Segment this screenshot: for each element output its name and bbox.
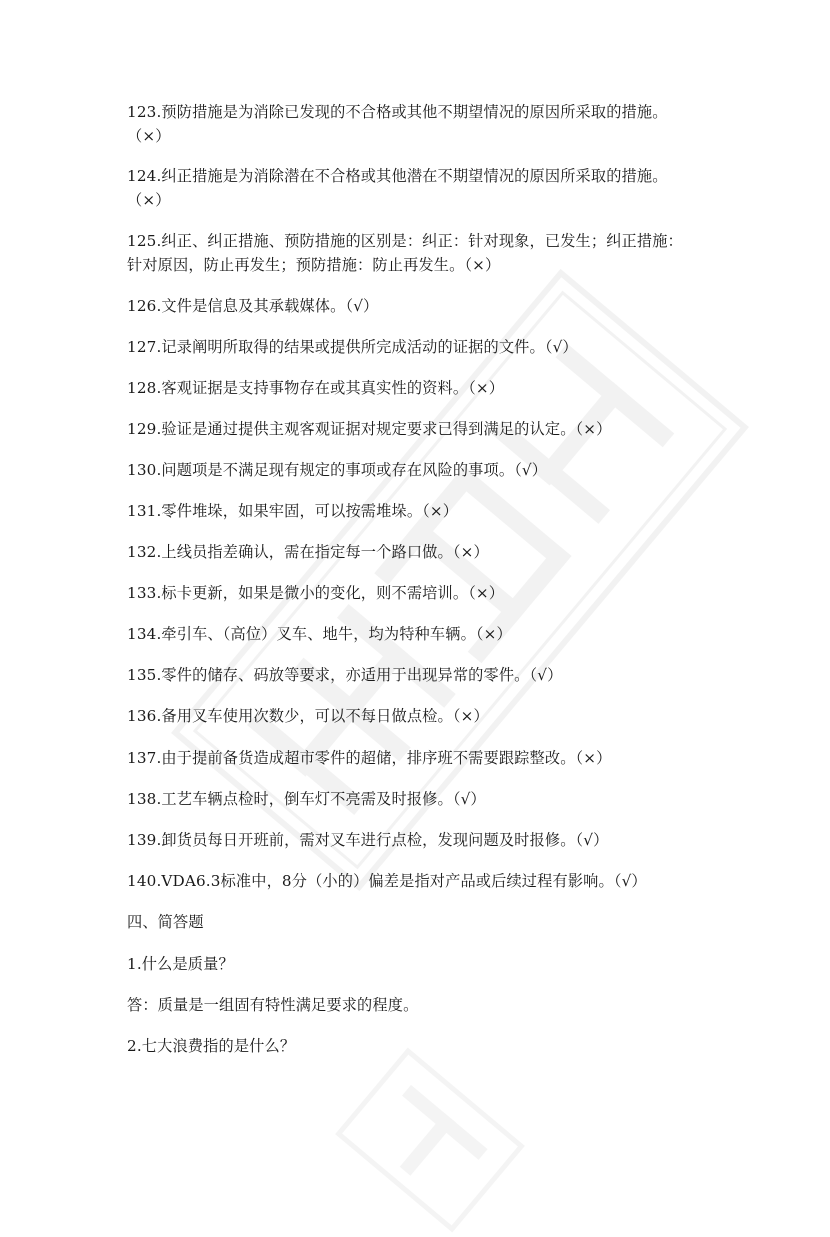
item-136: 136.备用叉车使用次数少，可以不每日做点检。（×）: [127, 707, 489, 725]
item-124-line-1: 124.纠正措施是为消除潜在不合格或其他潜在不期望情况的原因所采取的措施。: [127, 167, 668, 185]
item-126: 126.文件是信息及其承载媒体。（√）: [127, 297, 379, 315]
item-128: 128.客观证据是支持事物存在或其真实性的资料。（×）: [127, 379, 505, 397]
answer-1: 答：质量是一组固有特性满足要求的程度。: [127, 996, 419, 1014]
item-123-line-2: （×）: [127, 127, 171, 145]
item-132: 132.上线员指差确认，需在指定每一个路口做。（×）: [127, 543, 489, 561]
item-125-line-1: 125.纠正、纠正措施、预防措施的区别是：纠正：针对现象，已发生；纠正措施：: [127, 232, 683, 250]
item-133: 133.标卡更新，如果是微小的变化，则不需培训。（×）: [127, 584, 505, 602]
item-131: 131.零件堆垛，如果牢固，可以按需堆垛。（×）: [127, 502, 459, 520]
section-heading: 四、简答题: [127, 913, 204, 931]
item-135: 135.零件的储存、码放等要求，亦适用于出现异常的零件。（√）: [127, 666, 563, 684]
item-139: 139.卸货员每日开班前，需对叉车进行点检，发现问题及时报修。（√）: [127, 831, 609, 849]
question-2: 2.七大浪费指的是什么？: [127, 1037, 296, 1055]
item-140: 140.VDA6.3标准中，8分（小的）偏差是指对产品或后续过程有影响。（√）: [127, 872, 647, 890]
question-1: 1.什么是质量？: [127, 955, 234, 973]
item-137: 137.由于提前备货造成超市零件的超储，排序班不需要跟踪整改。（×）: [127, 749, 612, 767]
item-127: 127.记录阐明所取得的结果或提供所完成活动的证据的文件。（√）: [127, 338, 578, 356]
item-130: 130.问题项是不满足现有规定的事项或存在风险的事项。（√）: [127, 461, 548, 479]
item-123-line-1: 123.预防措施是为消除已发现的不合格或其他不期望情况的原因所采取的措施。: [127, 103, 668, 121]
item-124-line-2: （×）: [127, 191, 171, 209]
item-129: 129.验证是通过提供主观客观证据对规定要求已得到满足的认定。（×）: [127, 420, 612, 438]
watermark-corner-icon: [330, 1043, 530, 1237]
item-125-line-2: 针对原因，防止再发生；预防措施：防止再发生。（×）: [127, 256, 501, 274]
item-138: 138.工艺车辆点检时，倒车灯不亮需及时报修。（√）: [127, 790, 486, 808]
item-134: 134.牵引车、（高位）叉车、地牛，均为特种车辆。（×）: [127, 625, 512, 643]
